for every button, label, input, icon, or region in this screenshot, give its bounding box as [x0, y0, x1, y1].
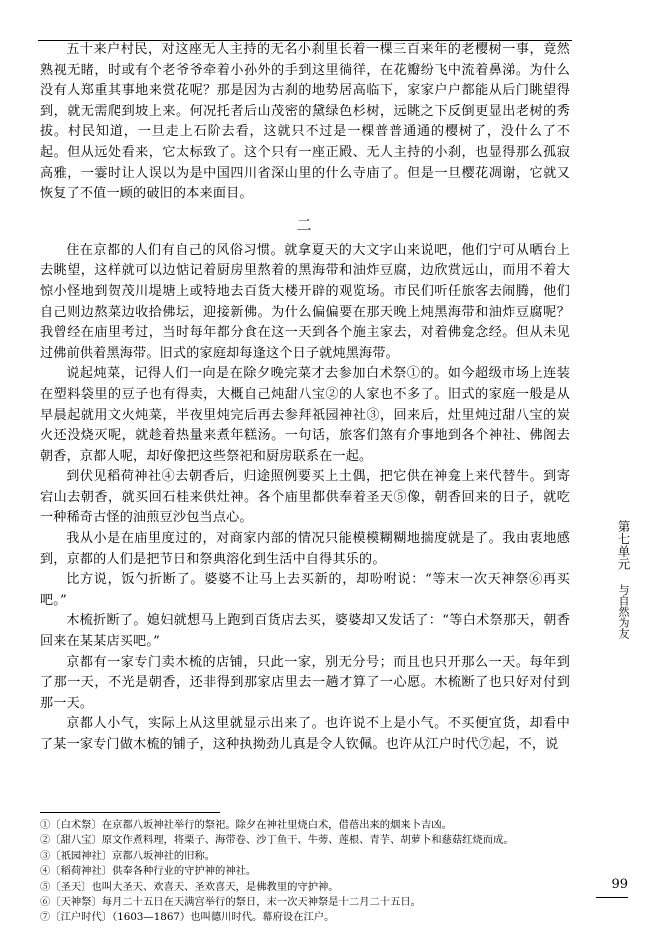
chapter-subtitle: 与自然为友 — [617, 584, 630, 639]
paragraph: 住在京都的人们有自己的风俗习惯。就拿夏天的大文字山来说吧，他们宁可从晒台上去眺望，这样就可以边惦记着厨房里熬着的黑海带和油炸豆腐，边欣赏远山，而用不着大惊小怪地到贺茂川堤塘上或特地去百货大楼开辟的观览场。市民们听任旅客去闹腾，他们自己则边熬菜边收拾佛坛，迎接新佛。为什么偏偏要在那天晚上炖黑海带和油炸豆腐呢？我曾经在庙里考过，当时每年都分食在这一天到各个施主家去，对着佛龛念经。但从未见过佛前供着黑海带。旧式的家庭却每逢这个日子就炖黑海带。 — [40, 242, 570, 361]
paragraph: 京都有一家专门卖木梳的店铺，只此一家，别无分号；而且也只开那么一天。每年到了那一天，不光是朝香，还非得到那家店里去一趟才算了一心愿。木梳断了也只好对付到那一天。 — [40, 654, 570, 711]
footnote-item: ②〔甜八宝〕原文作煮料理，将栗子、海带卷、沙丁鱼干、牛蒡、莲根、青芋、胡萝卜和慈菇红烧而成。 — [40, 834, 514, 847]
footnote-item: ①〔白术祭〕在京都八坂神社举行的祭祀。除夕在神社里烧白术，借蓓出来的烟来卜吉凶。 — [40, 819, 452, 831]
chapter-side-marker — [616, 520, 642, 639]
footnote-item: ④〔稻荷神社〕供奉各种行业的守护神的神社。 — [40, 865, 257, 878]
footnote-item: ⑤〔圣天〕也叫大圣天、欢喜天、圣欢喜天，是佛教里的守护神。 — [40, 880, 339, 893]
paragraph: 比方说，饭勺折断了。婆婆不让马上去买新的，却吩咐说：“等末一次天神祭⑥再买吧。” — [40, 572, 570, 608]
footnote-item: ⑥〔天神祭〕每月二十五日在天满宫举行的祭日，末一次天神祭是十二月二十五日。 — [40, 896, 421, 909]
paragraph: 木梳折断了。媳妇就想马上跑到百货店去买，婆婆却又发话了：“等白术祭那天，朝香回来在某某店买吧。” — [40, 613, 570, 650]
footnote-item: ③〔祇园神社〕京都八坂神社的旧称。 — [40, 849, 216, 862]
paragraph: 五十来户村民，对这座无人主持的无名小刹里长着一棵三百来年的老樱树一事，竟然熟视无睹，时或有个老爷爷牵着小孙外的手到这里徜徉，在花瓣纷飞中流着鼻涕。为什么没有人郑重其事地来赏花呢？那是因为古刹的地势居高临下，家家户户都能从后门眺望得到，就无需爬到坡上来。何况托者后山茂密的黛绿色杉树，远眺之下反倒更显出老树的秀拔。村民知道，一旦走上石阶去看，这就只不过是一棵普普通通的樱树了，没什么了不起。但从远处看来，它太标致了。这个只有一座正殿、无人主持的小刹，也显得那么孤寂高雅，一霎时让人误以为是中国四川省深山里的什么寺庙了。但是一旦樱花凋谢，它就又恢复了不值一顾的破旧的本来面目。 — [40, 42, 570, 202]
paragraph: 说起炖菜，记得人们一向是在除夕晚完菜才去参加白术祭①的。如今超级市场上连装在塑料袋里的豆子也有得卖，大概自己炖甜八宝②的人家也不多了。旧式的家庭一般是从早晨起就用文火炖菜，半夜里炖完后再去参拜祇园神社③，回来后，灶里炖过甜八宝的炭火还没烧灭呢，就趁着热量来煮年糕汤。一句话，旅客们煞有介事地到各个神社、佛阁去朝香，京都人呢，却好像把这些祭祀和厨房联系在一起。 — [40, 366, 570, 464]
footnote-rule — [40, 812, 220, 813]
page-number: 99 — [611, 877, 628, 892]
footnotes — [40, 818, 570, 926]
section-heading: 二 — [296, 215, 314, 234]
page-number-rule — [596, 897, 628, 898]
footnote-item: ⑦〔江户时代〕（1603—1867）也叫德川时代。幕府设在江户。 — [40, 911, 335, 924]
page-body — [40, 40, 570, 756]
paragraph: 到伏见稻荷神社④去朝香后，归途照例要买上土偶，把它供在神龛上来代替牛。到寄宕山去朝香，就买回石桂来供灶神。各个庙里都供奉着圣天⑤像，朝香回来的日子，就吃一种稀奇古怪的油煎豆沙包当点心。 — [40, 469, 570, 526]
chapter-label: 第七单元 — [616, 520, 631, 570]
paragraph: 京都人小气，实际上从这里就显示出来了。也许说不上是小气。不买便宜货，却看中了某一家专门做木梳的铺子，这种执拗劲儿真是令人钦佩。也许从江户时代⑦起，不，说 — [40, 716, 570, 752]
paragraph: 我从小是在庙里度过的，对商家内部的情况只能模模糊糊地揣度就是了。我由衷地感到，京都的人们是把节日和祭典溶化到生活中自得其乐的。 — [40, 531, 570, 567]
